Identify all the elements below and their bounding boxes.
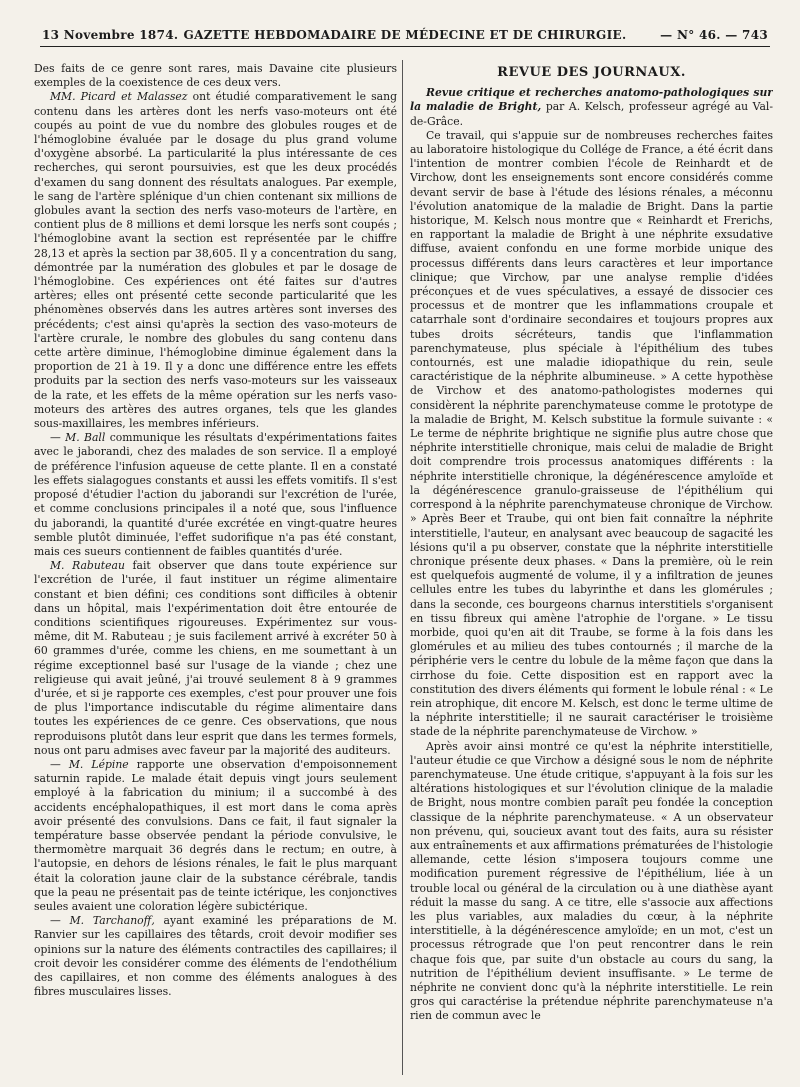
left-paragraph-4-text: fait observer que dans toute expérience sur l'excrétion de l'urée, il faut instituer un régime alimentaire constant et bien défini; ces conditions sont difficiles à obtenir dans un hôpital, mais l'expérimentation doit être entourée de conditions scientifiques rigoureuses. Expérimentez sur vous-même, dit M. Rabuteau ; je suis facilement arrivé à excréter 50 à 60 grammes d'urée, comme les chiens, en me soumettant à un régime exceptionnel basé sur l'usage de la viande ; chez une religieuse qui avait jeûné, j'ai trouvé seulement 8 à 9 grammes d'urée, et si je rapporte ces exemples, c'est pour prouver une fois de plus l'importance indiscutable du régime alimentaire dans toutes les expériences de ce genre. Ces observations, que nous reproduisons plutôt dans leur esprit que dans les termes formels, nous ont paru admises avec faveur par la majorité des auditeurs.	[34, 559, 397, 757]
left-paragraph-5-text: rapporte une observation d'empoisonnement saturnin rapide. Le malade était depuis vingt jours seulement employé à la fabrication du minium; il a succombé à des accidents encéphalopathiques, il est mort dans le coma après avoir présenté des convulsions. Dans ce fait, il faut signaler la température basse observée pendant la période convulsive, le thermomètre marquait 36 degrés dans le rectum; en outre, à l'autopsie, en dehors de lésions rénales, le fait le plus marquant était la coloration jaune clair de la substance cérébrale, tandis que la peau ne présentait pas de teinte ictérique, les conjonctives seules avaient une coloration légère subictérique.	[34, 757, 397, 913]
left-paragraph-3-text: communique les résultats d'expérimentations faites avec le jaborandi, chez des malades de son service. Il a employé de préférence l'infusion aqueuse de cette plante. Il en a constaté les effets sialagogues constants et aussi les effets vomitifs. Il s'est proposé d'étudier l'action du jaborandi sur l'excrétion de l'urée, et comme conclusions principales il a noté que, sous l'influence du jaborandi, la quantité d'urée excrétée en vingt-quatre heures semble plutôt diminuée, l'effet sudorifique n'a pas été constant, mais ces sueurs contiennent de faibles quantités d'urée.	[34, 431, 397, 558]
left-paragraph-2-text: ont étudié comparativement le sang contenu dans les artères dont les nerfs vaso-moteurs ont été coupés au point de vue du nombre des globules rouges et de l'hémoglobine évaluée par le dosage du plus grand volume d'oxygène absorbé. La particularité la plus intéressante de ces recherches, qui seront poursuivies, est que les deux procédés d'examen du sang donnent des résultats analogues. Par exemple, le sang de l'artère splénique d'un chien contenant six millions de globules avant la section des nerfs vaso-moteurs de l'artère, en contient plus de 8 millions et demi lorsque les nerfs sont coupés ; l'hémoglobine avant la section est représentée par le chiffre 28,13 et après la section par 38,605. Il y a concentration du sang, démontrée par la numération des globules et par le dosage de l'hémoglobine. Ces expériences ont été faites sur d'autres artères; elles ont présenté cette seconde particularité que les phénomènes observés dans les autres artères sont inverses des précédents; c'est ainsi qu'après la section des vaso-moteurs de l'artère crurale, le nombre des globules du sang contenu dans cette artère diminue, l'hémoglobine diminue également dans la proportion de 21 à 19. Il y a donc une différence entre les effets produits par la section des nerfs vaso-moteurs sur les vaisseaux de la rate, et les effets de la même opération sur les nerfs vaso-moteurs des artères des autres organes, tels que les glandes sous-maxillaires, les membres inférieurs.	[34, 90, 397, 431]
left-paragraph-6-text: ayant examiné les préparations de M. Ranvier sur les capillaires des têtards, croit devoir modifier ses opinions sur la nature des éléments contractiles des capillaires; il croit devoir les considérer comme des éléments de l'endothélium des capillaires, et non comme des éléments analogues à des fibres musculaires lisses.	[34, 914, 397, 999]
right-column	[410, 62, 773, 1077]
right-paragraph-2: Après avoir ainsi montré ce qu'est la néphrite interstitielle, l'auteur étudie ce que Virchow a désigné sous le nom de néphrite parenchymateuse. Une étude critique, s'appuyant à la fois sur les altérations histologiques et sur l'évolution clinique de la maladie de Bright, nous montre combien paraît peu fondée la conception classique de la néphrite parenchymateuse. « A un observateur non prévenu, qui, soucieux avant tout des faits, aura su résister aux entraînements et aux affirmations prématurées de l'histologie allemande, cette lésion s'imposera toujours comme une modification purement régressive de l'épithélium, liée à un trouble local ou général de la circulation ou à une diathèse ayant réduit la masse du sang. A ce titre, elle s'associe aux affections les plus variables, aux maladies du cœur, à la néphrite interstitielle, à la dégénérescence amyloïde; en un mot, c'est un processus rétrograde que l'on peut rencontrer dans le rein chaque fois que, par suite d'un obstacle au cours du sang, la nutrition de l'épithélium devient insuffisante. » Le terme de néphrite ne convient donc qu'à la néphrite interstitielle. Le rein gros qui caractérise la prétendue néphrite parenchymateuse n'a rien de commun avec le	[410, 739, 773, 1023]
left-paragraph-5-author: — M. Lépine	[50, 757, 129, 771]
column-divider	[402, 60, 403, 1075]
left-paragraph-2-author: MM. Picard et Malassez	[50, 90, 188, 104]
left-paragraph-4	[34, 559, 397, 758]
right-paragraph-1: Ce travail, qui s'appuie sur de nombreuses recherches faites au laboratoire histologique du Collége de France, a été écrit dans l'intention de montrer combien l'école de Reinhardt et de Virchow, dont les enseignements sont encore considérés comme devant servir de base à l'étude des lésions rénales, a méconnu l'évolution anatomique de la maladie de Bright. Dans la partie historique, M. Kelsch nous montre que « Reinhardt et Frerichs, en rapportant la maladie de Bright à une néphrite exsudative diffuse, avaient confondu en une forme morbide unique des processus différents dans leurs caractères et leur importance clinique; que Virchow, par une analyse remplie d'idées préconçues et de vues spéculatives, a essayé de dissocier ces processus et de montrer que les inflammations croupale et catarrhale sont d'ordinaire secondaires et toujours propres aux tubes droits sécréteurs, tandis que l'inflammation parenchymateuse, plus spéciale à l'épithélium des tubes contournés, est une maladie idiopathique du rein, seule caractéristique de la néphrite albumineuse. » A cette hypothèse de Virchow et des anatomo-pathologistes modernes qui considèrent la néphrite parenchymateuse comme le prototype de la maladie de Bright, M. Kelsch substitue la formule suivante : « Le terme de néphrite brightique ne signifie plus autre chose que néphrite interstitielle chronique, mais celui de maladie de Bright doit comprendre trois processus anatomiques différents : la néphrite interstitielle chronique, la dégénérescence amyloïde et la dégénérescence granulo-graisseuse de l'épithélium qui correspond à la néphrite parenchymateuse chronique de Virchow. » Après Beer et Traube, qui ont bien fait connaître la néphrite interstitielle, l'auteur, en analysant avec beaucoup de sagacité les lésions qu'il a pu observer, constate que la néphrite interstitielle chronique présente deux phases. « Dans la première, où le rein est quelquefois augmenté de volume, il y a infiltration de jeunes cellules entre les tubes du labyrinthe et dans les glomérules ; dans la seconde, ces bourgeons charnus interstitiels s'organisent en tissu fibreux qui amène l'atrophie de l'organe. » Le tissu morbide, quoi qu'en ait dit Traube, se forme à la fois dans les glomérules et au milieu des tubes contournés ; il marche de la périphérie vers le centre du lobule de la même façon que dans la cirrhose du foie. Cette disposition est en rapport avec la constitution des divers éléments qui forment le lobule rénal : « Le rein atrophique, dit encore M. Kelsch, est donc le terme ultime de la néphrite interstitielle; il ne saurait caractériser le troisième stade de la néphrite parenchymateuse de Virchow. »	[410, 128, 773, 739]
review-heading	[410, 86, 773, 129]
left-paragraph-3	[34, 431, 397, 559]
left-paragraph-4-author: M. Rabuteau	[50, 559, 125, 573]
review-title: Revue critique et recherches anatomo-pathologiques sur la maladie de Bright,	[410, 86, 773, 114]
header-issue-page	[660, 28, 768, 42]
header-title: GAZETTE HEBDOMADAIRE DE MÉDECINE ET DE CHIRURGIE.	[183, 28, 627, 42]
left-paragraph-6	[34, 914, 397, 999]
header-page-number: 743	[742, 28, 768, 42]
section-title: REVUE DES JOURNAUX.	[497, 65, 686, 80]
left-paragraph-1: Des faits de ce genre sont rares, mais Davaine cite plusieurs exemples de la coexistence de ces deux vers.	[34, 62, 397, 90]
review-author: par A. Kelsch, professeur agrégé au Val-de-Grâce.	[410, 100, 773, 128]
header-issue: — N° 46. —	[660, 28, 738, 42]
page-header	[40, 26, 770, 47]
left-paragraph-3-author: — M. Ball	[50, 431, 106, 445]
left-column	[34, 62, 397, 1077]
left-paragraph-5	[34, 758, 397, 914]
left-paragraph-6-author: — M. Tarchanoff,	[50, 914, 155, 928]
header-date: 13 Novembre 1874.	[42, 28, 179, 42]
left-paragraph-2	[34, 90, 397, 431]
